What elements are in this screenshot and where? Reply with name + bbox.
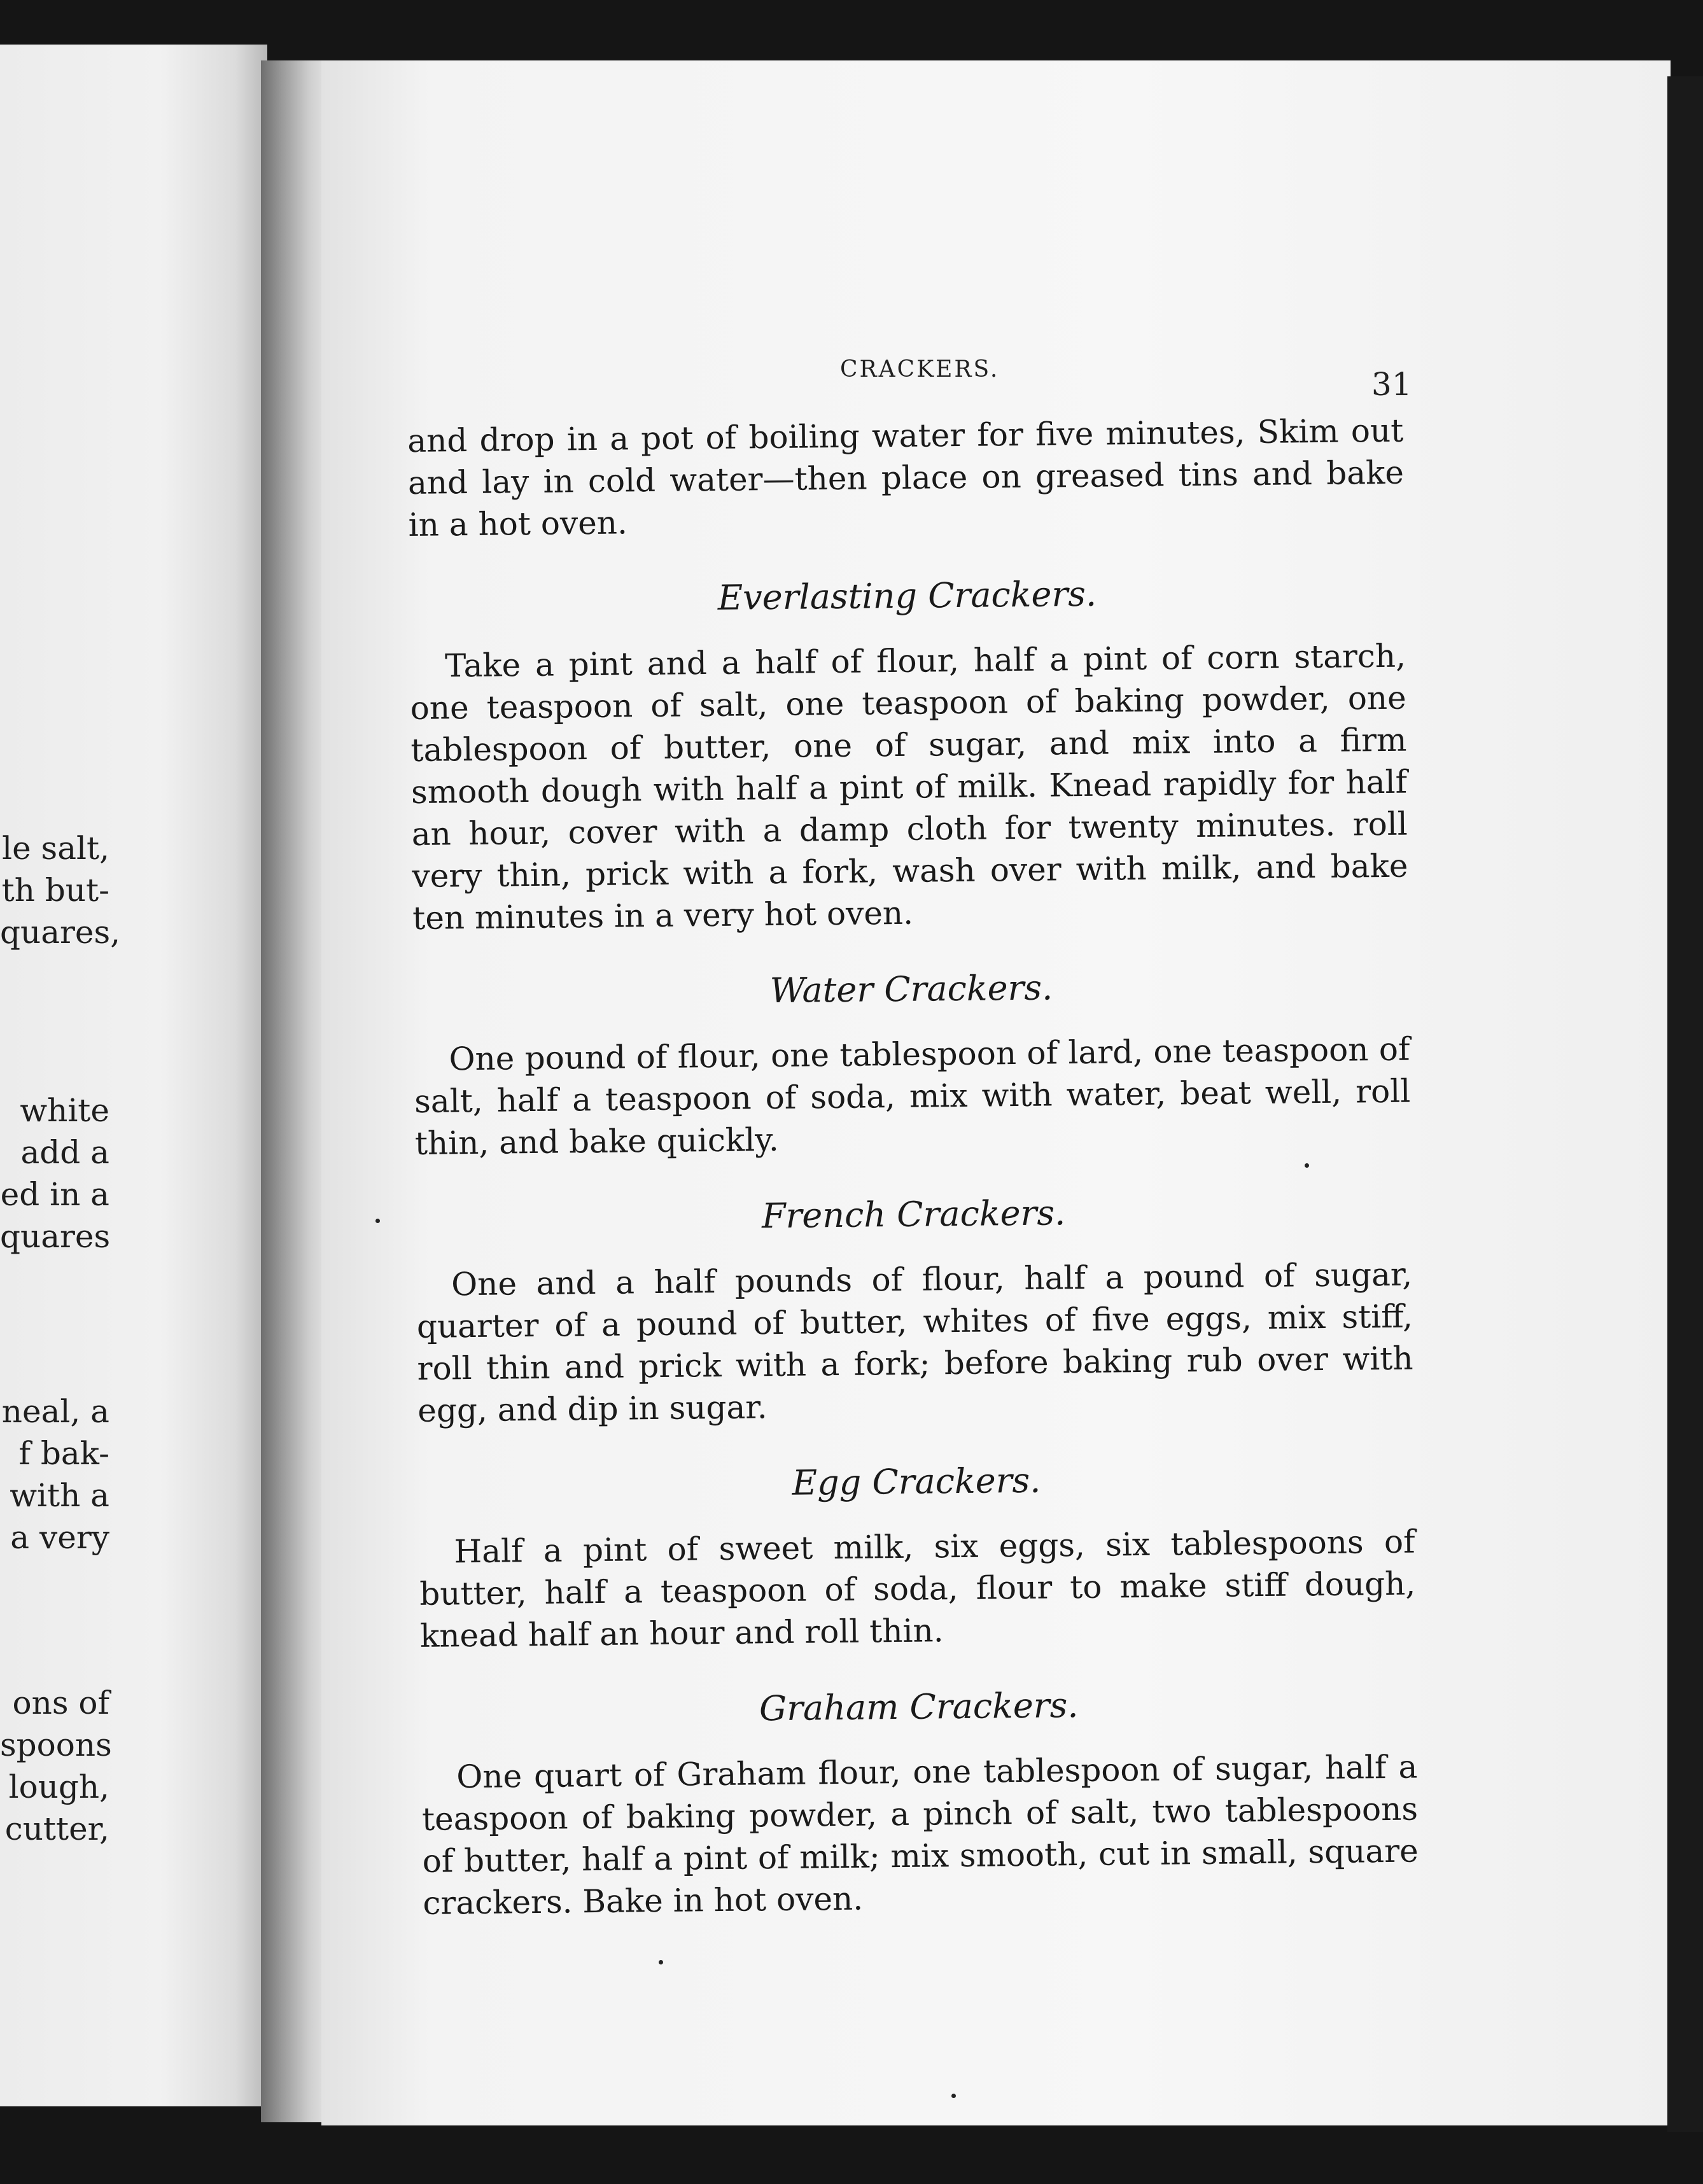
page-number: 31	[1371, 366, 1412, 403]
left-page-fragment: ons of	[12, 1684, 109, 1721]
scan-speck	[951, 2094, 956, 2098]
left-page-fragment: cutter,	[4, 1810, 109, 1847]
recipe-title-graham-crackers: Graham Crackers.	[759, 1685, 1079, 1729]
scan-speck	[375, 1219, 380, 1223]
scan-speck	[1305, 1163, 1309, 1168]
left-page-fragment: lough,	[8, 1768, 109, 1805]
book-gutter	[261, 60, 331, 2122]
recipe-title-everlasting-crackers: Everlasting Crackers.	[717, 573, 1097, 618]
left-page-fragment: quares,	[0, 914, 121, 951]
recipe-text-everlasting-crackers: Take a pint and a half of flour, half a pint of corn starch, one teaspoon of salt, one teaspoon of baking powder, one tablespoon of butter, one of sugar, and mix into a firm smooth dough with half a pint of milk. Knead rapidly for half an hour, cover with a damp cloth for twenty minutes. roll very thin, prick with a fork, wash over with milk, and bake ten minutes in a very hot oven.	[410, 637, 1408, 937]
left-page-fragment: quares	[0, 1218, 111, 1255]
intro-paragraph: and drop in a pot of boiling water for five minutes, Skim out and lay in cold water—then place on greased tins and bake in a hot oven.	[407, 412, 1405, 543]
recipe-text-french-crackers: One and a half pounds of flour, half a pound of sugar, quarter of a pound of butter, whites of five eggs, mix stiff, roll thin and prick with a fork; before baking rub over with egg, and dip in sugar.	[416, 1256, 1413, 1429]
left-page-fragment: le salt,	[2, 830, 109, 867]
recipe-text-water-crackers: One pound of flour, one tablespoon of lard, one teaspoon of salt, half a teaspoon of soda, mix with water, beat well, roll thin, and bake quickly.	[414, 1030, 1411, 1162]
left-page-fragment: add a	[20, 1134, 109, 1171]
left-page-fragment: a very	[10, 1519, 109, 1556]
left-page-fragment: with a	[10, 1477, 109, 1514]
recipe-title-french-crackers: French Crackers.	[761, 1193, 1066, 1236]
scan-edge	[1667, 76, 1703, 2132]
left-page-fragment: white	[20, 1092, 109, 1129]
left-page-fragment: f bak-	[18, 1435, 109, 1472]
left-page-fragment: th but-	[1, 872, 109, 909]
left-page-fragment: neal, a	[1, 1393, 109, 1430]
page-body	[407, 410, 1419, 1924]
recipe-title-water-crackers: Water Crackers.	[769, 967, 1053, 1011]
left-page-fragment: ed in a	[0, 1176, 109, 1213]
left-page-fragment: spoons	[0, 1726, 112, 1763]
running-head: CRACKERS.	[840, 356, 1000, 382]
recipe-title-egg-crackers: Egg Crackers.	[792, 1460, 1041, 1503]
scan-speck	[659, 1960, 663, 1964]
recipe-text-graham-crackers: One quart of Graham flour, one tablespoon of sugar, half a teaspoon of baking powder, a pinch of salt, two tablespoons of butter, half a pint of milk; mix smooth, cut in small, square crackers. Bake in hot oven.	[421, 1748, 1419, 1922]
recipe-text-egg-crackers: Half a pint of sweet milk, six eggs, six tablespoons of butter, half a teaspoon of soda, flour to make stiff dough, knead half an hour and roll thin.	[419, 1523, 1416, 1655]
